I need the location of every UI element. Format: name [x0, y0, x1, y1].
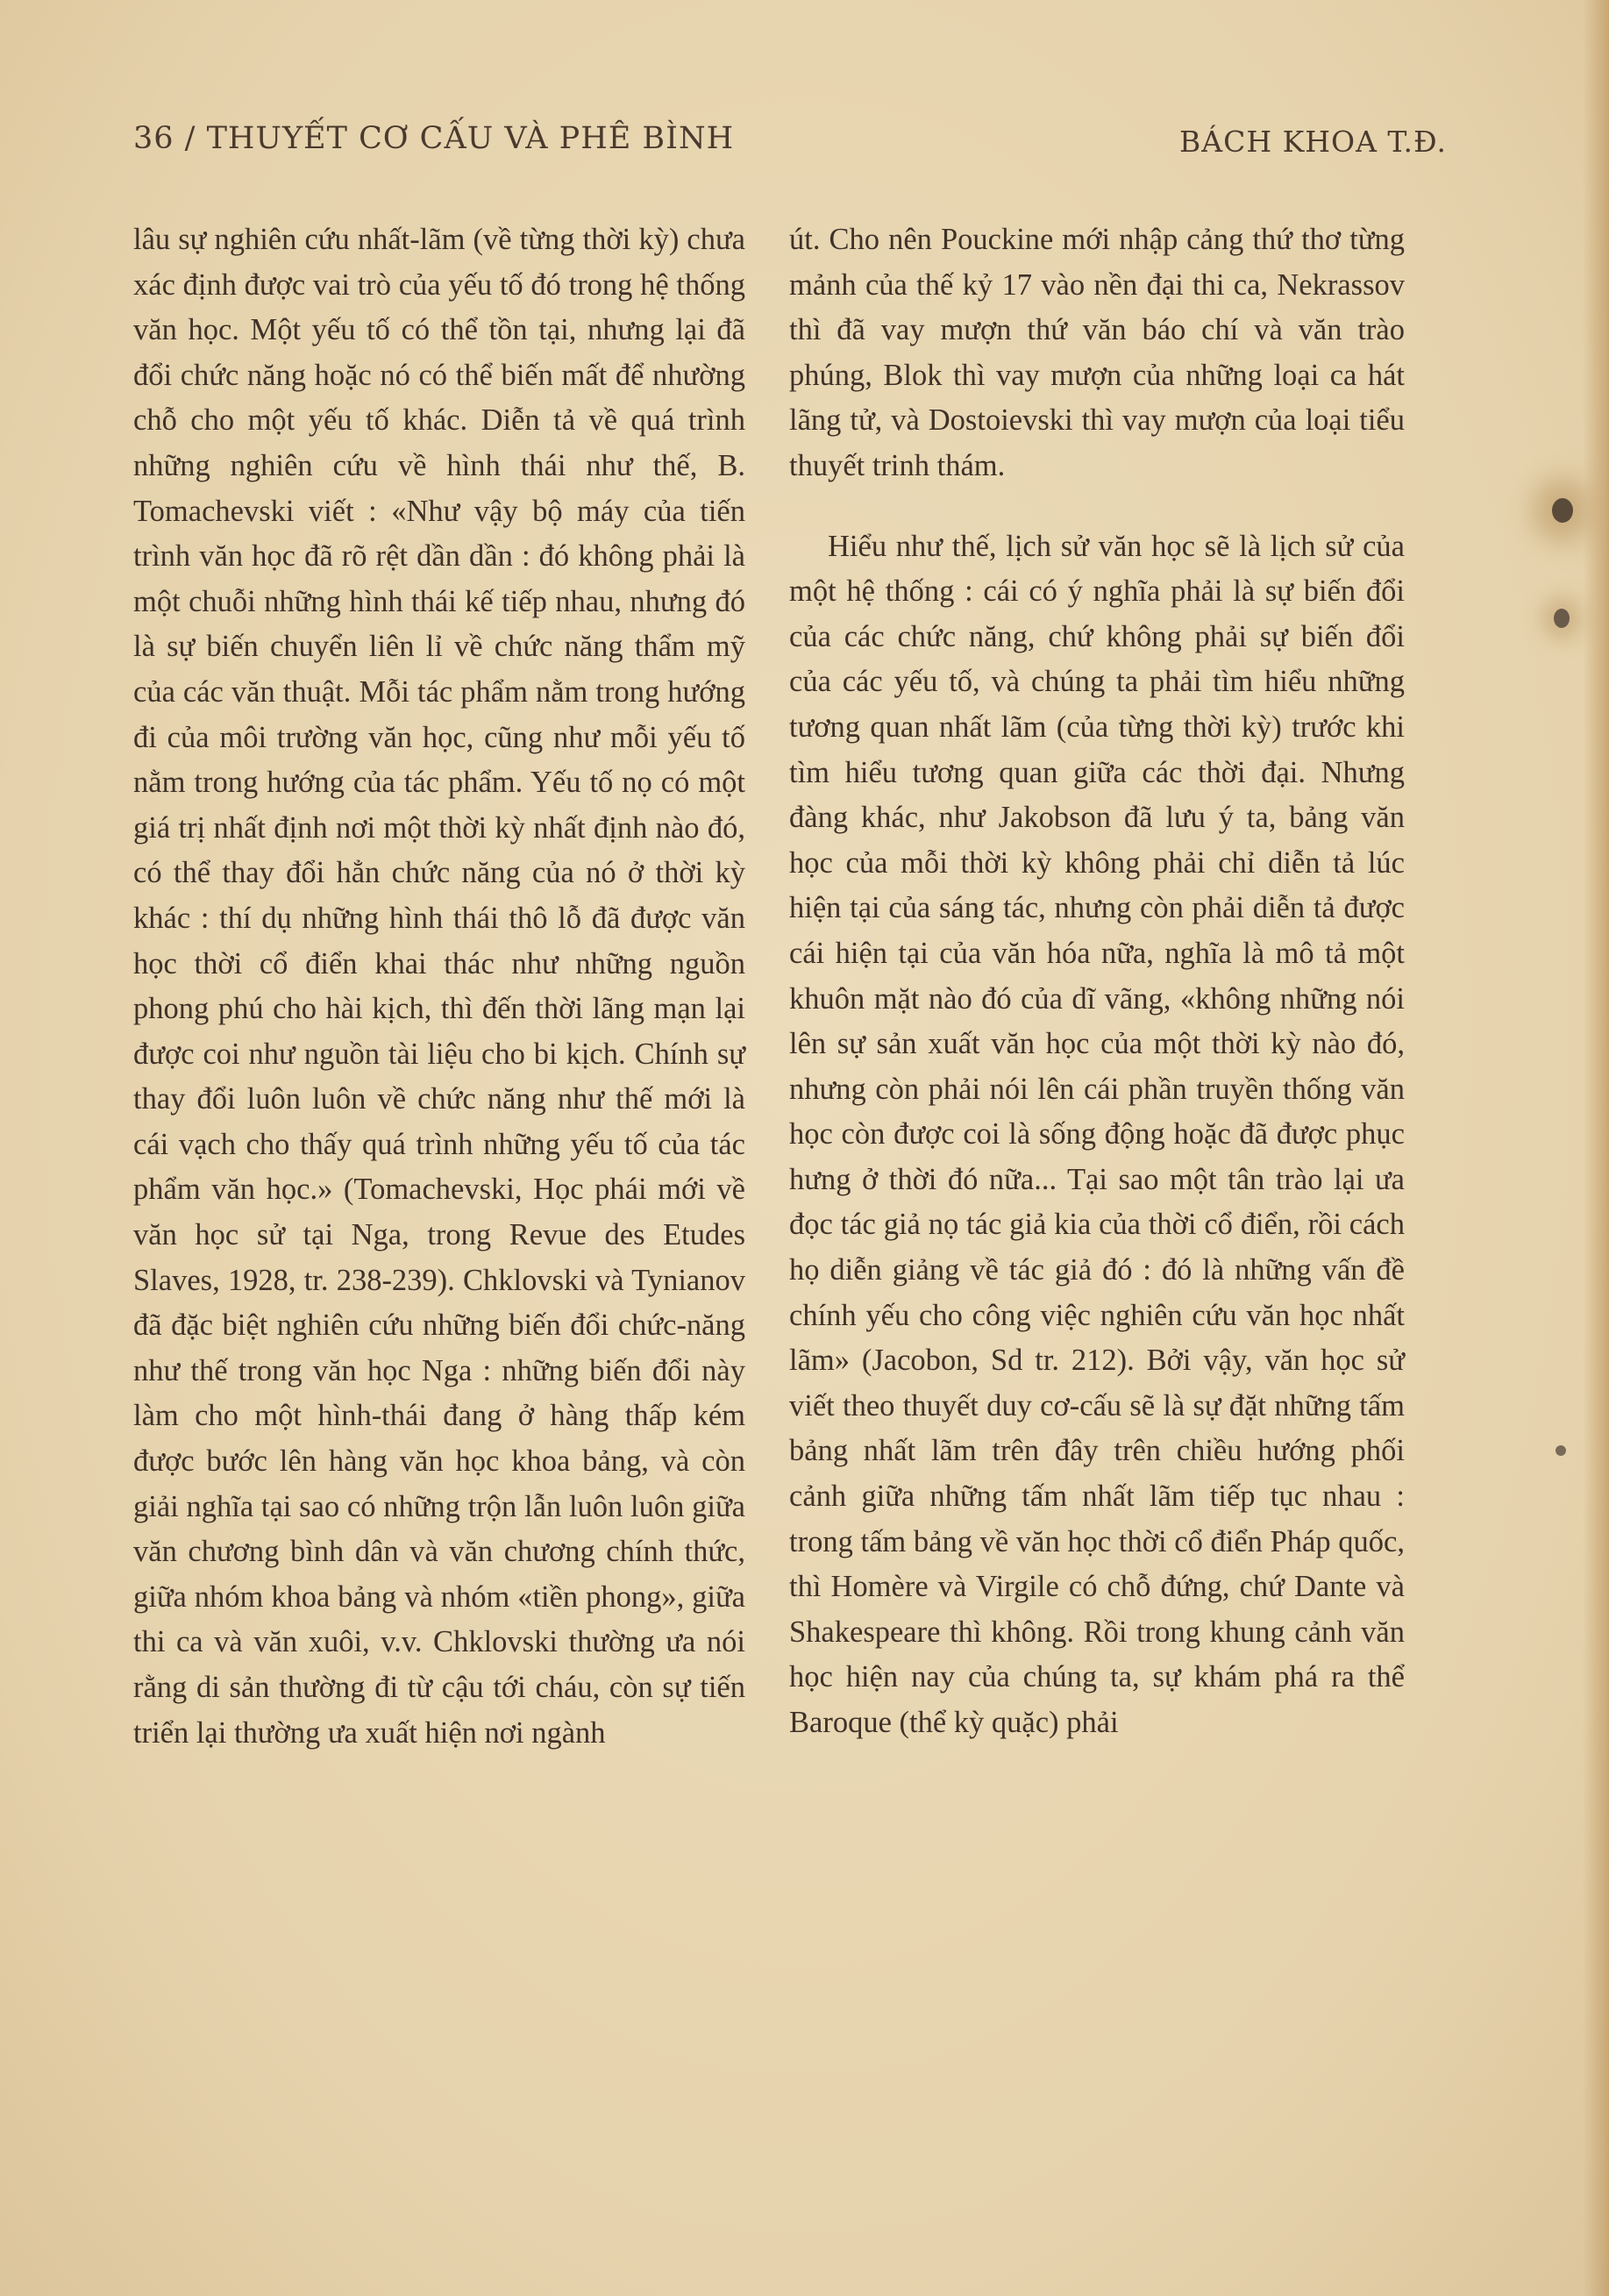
stain-mark: [1552, 498, 1573, 523]
page-edge-shade: [1583, 0, 1609, 2296]
stain-mark: [1556, 1445, 1566, 1456]
stain-mark: [1554, 609, 1570, 628]
running-head-left: 36 / THUYẾT CƠ CẤU VÀ PHÊ BÌNH: [133, 121, 735, 156]
page-header: [133, 121, 1447, 170]
right-paragraph-1: út. Cho nên Pouckine mới nhập cảng thứ thơ từng mảnh của thế kỷ 17 vào nền đại thi ca, Nekrassov thì đã vay mượn thứ văn báo chí và văn trào phúng, Blok thì vay mượn của những loại ca hát lãng tử, và Dostoievski thì vay mượn của loại tiểu thuyết trinh thám.: [789, 223, 1405, 482]
running-head-right: BÁCH KHOA T.Đ.: [1178, 125, 1447, 159]
right-paragraph-2: Hiểu như thế, lịch sử văn học sẽ là lịch sử của một hệ thống : cái có ý nghĩa phải là sự biến đổi của các chức năng, chứ không phải sự biến đổi của các yếu tố, và chúng ta phải tìm hiểu những tương quan nhất lãm (của từng thời kỳ) trước khi tìm hiểu tương quan giữa các thời đại. Nhưng đàng khác, như Jakobson đã lưu ý ta, bảng văn học của mỗi thời kỳ không phải chỉ diễn tả lúc hiện tại của sáng tác, nhưng còn phải diễn tả được cái hiện tại của văn hóa nữa, nghĩa là mô tả một khuôn mặt nào đó của dĩ vãng, «không những nói lên sự sản xuất văn học của một thời kỳ nào đó, nhưng còn phải nói lên cái phần truyền thống văn học còn được coi là sống động hoặc đã được phục hưng ở thời đó nữa... Tại sao một tân trào lại ưa đọc tác giả nọ tác giả kia của thời cổ điển, rồi cách họ diễn giảng về tác giả đó : đó là những vấn đề chính yếu cho công việc nghiên cứu văn học nhất lãm» (Jacobon, Sd tr. 212). Bởi vậy, văn học sử viết theo thuyết duy cơ-cấu sẽ là sự đặt những tấm bảng nhất lãm trên đây trên chiều hướng phối cảnh giữa những tấm nhất lãm tiếp tục nhau : trong tấm bảng về văn học thời cổ điển Pháp quốc, thì Homère và Virgile có chỗ đứng, chứ Dante và Shakespeare thì không. Rồi trong khung cảnh văn học hiện nay của chúng ta, sự khám phá ra thể Baroque (thể kỳ quặc) phải: [789, 529, 1405, 1739]
left-column-text: lâu sự nghiên cứu nhất-lãm (về từng thời kỳ) chưa xác định được vai trò của yếu tố đó trong hệ thống văn học. Một yếu tố có thể tồn tại, nhưng lại đã đổi chức năng hoặc nó có thể biến mất để nhường chỗ cho một yếu tố khác. Diễn tả về quá trình những nghiên cứu về hình thái như thế, B. Tomachevski viết : «Như vậy bộ máy của tiến trình văn học đã rõ rệt dần dần : đó không phải là một chuỗi những hình thái kế tiếp nhau, nhưng đó là sự biến chuyển liên lỉ về chức năng thẩm mỹ của các văn thuật. Mỗi tác phẩm nằm trong hướng đi của môi trường văn học, cũng như mỗi yếu tố nằm trong hướng của tác phẩm. Yếu tố nọ có một giá trị nhất định nơi một thời kỳ nhất định nào đó, có thể thay đổi hẳn chức năng của nó ở thời kỳ khác : thí dụ những hình thái thô lỗ đã được văn học thời cổ điển khai thác như những nguồn phong phú cho hài kịch, thì đến thời lãng mạn lại được coi như nguồn tài liệu cho bi kịch. Chính sự thay đổi luôn luôn về chức năng như thế mới là cái vạch cho thấy quá trình những yếu tố của tác phẩm văn học.» (Tomachevski, Học phái mới về văn học sử tại Nga, trong Revue des Etudes Slaves, 1928, tr. 238-239). Chklovski và Tynianov đã đặc biệt nghiên cứu những biến đổi chức-năng như thế trong văn học Nga : những biến đổi này làm cho một hình-thái đang ở hàng thấp kém được bước lên hàng văn học khoa bảng, và còn giải nghĩa tại sao có những trộn lẫn luôn luôn giữa văn chương bình dân và văn chương chính thức, giữa nhóm khoa bảng và nhóm «tiền phong», giữa thi ca và văn xuôi, v.v. Chklovski thường ưa nói rằng di sản thường đi từ cậu tới cháu, còn sự tiến triển lại thường ưa xuất hiện nơi ngành: [133, 223, 745, 1750]
right-column: [789, 217, 1405, 1746]
left-column: [133, 217, 745, 1756]
